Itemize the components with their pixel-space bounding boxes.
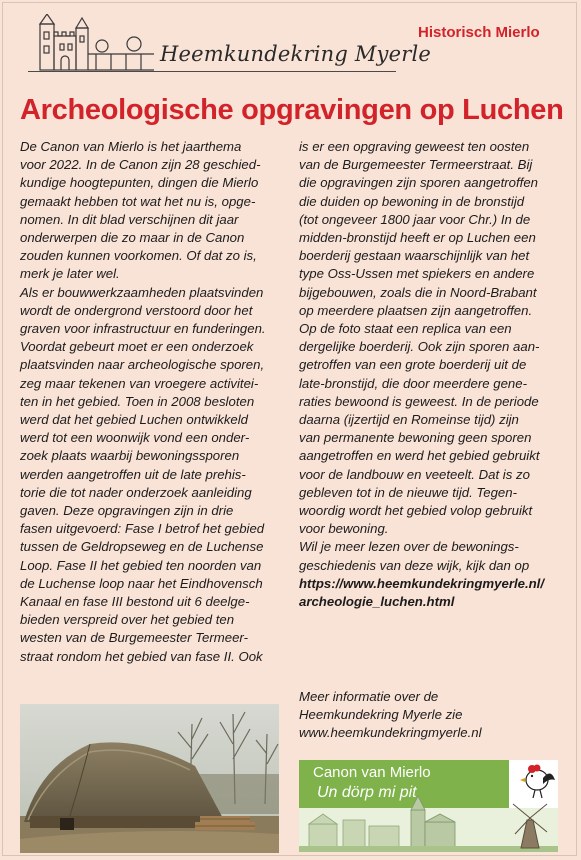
more-info-block <box>299 688 561 743</box>
article-left-column <box>20 138 285 666</box>
banner-subtitle: Un dörp mi pit <box>317 784 417 801</box>
article-right-text: is er een opgraving geweest ten oosten van de Burgemeester Termeerstraat. Bij die opgravingen zijn sporen aangetroffen die duiden op bewoning in de bronstijd (tot ongeveer 1800 jaar voor Chr.) In de midden-bronstijd heeft er op Luchen een boerderij gestaan waarschijnlijk van het type Oss-Ussen met spiekers en andere bijgebouwen, zoals die in Noord-Brabant op meerdere plaatsen zijn aangetroffen. Op de foto staat een replica van een dergelijke boerderij. Ook zijn sporen aan- getroffen van een grote boerderij uit de late-bronstijd, die door meerdere gene- raties bewoond is geweest. In de periode daarna (ijzertijd en Romeinse tijd) zijn van permanente bewoning geen sporen aangetroffen en werd het gebied gebruikt voor de landbouw en veeteelt. Dat is zo gebleven tot in de nieuwe tijd. Tegen- woordig wordt het gebied volop gebruikt voor bewoning. Wil je meer lezen over de bewonings- geschiedenis van deze wijk, kijk dan op <box>299 139 540 573</box>
more-info-text: Meer informatie over de Heemkundekring Myerle zie <box>299 689 463 723</box>
article-url-line2[interactable]: archeologie_luchen.html <box>299 594 455 610</box>
farmhouse-photo <box>20 704 279 853</box>
article-url-line1[interactable]: https://www.heemkundekringmyerle.nl/ <box>299 575 544 591</box>
article-right-column <box>299 138 561 611</box>
header-rule <box>28 71 396 72</box>
section-tag: Historisch Mierlo <box>418 24 540 41</box>
more-info-url[interactable]: www.heemkundekringmyerle.nl <box>299 725 482 741</box>
article-left-text: De Canon van Mierlo is het jaarthema voor 2022. In de Canon zijn 28 geschied- kundige hoogtepunten, dingen die Mierlo gemaakt hebben tot wat het nu is, opge- nomen. In dit blad verschijnen dit jaar onderwerpen die zo maar in de Canon zouden kunnen voorkomen. Of dat zo is, merk je later wel. Als er bouwwerkzaamheden plaatsvinden wordt de ondergrond verstoord door het graven voor infrastructuur en funderingen. Voordat gebeurt moet er een onderzoek plaatsvinden naar archeologische sporen, zeg maar tekenen van vroegere activitei- ten in het gebied. Toen in 2008 besloten werd dat het gebied Luchen ontwikkeld werd tot een woonwijk vond een onder- zoek plaats waarbij bewoningssporen werden aangetroffen uit de late prehis- torie die tot nader onderzoek aanleiding gaven. Deze opgravingen zijn in drie fasen uitgevoerd: Fase I betrof het gebied tussen de Geldropseweg en de Luchense Loop. Fase II het gebied ten noorden van de Luchense loop naar het Eindhovensch Kanaal en fase III bestond uit 6 deelge- bieden verspreid over het gebied ten westen van de Burgemeester Termeer- straat rondom het gebied van fase II. Ook <box>20 139 266 664</box>
castle-logo <box>36 14 156 72</box>
article-title: Archeologische opgravingen op Luchen <box>20 94 564 126</box>
canon-banner <box>299 760 558 852</box>
society-name: Heemkundekring Myerle <box>160 42 432 66</box>
banner-title: Canon van Mierlo <box>313 764 431 781</box>
